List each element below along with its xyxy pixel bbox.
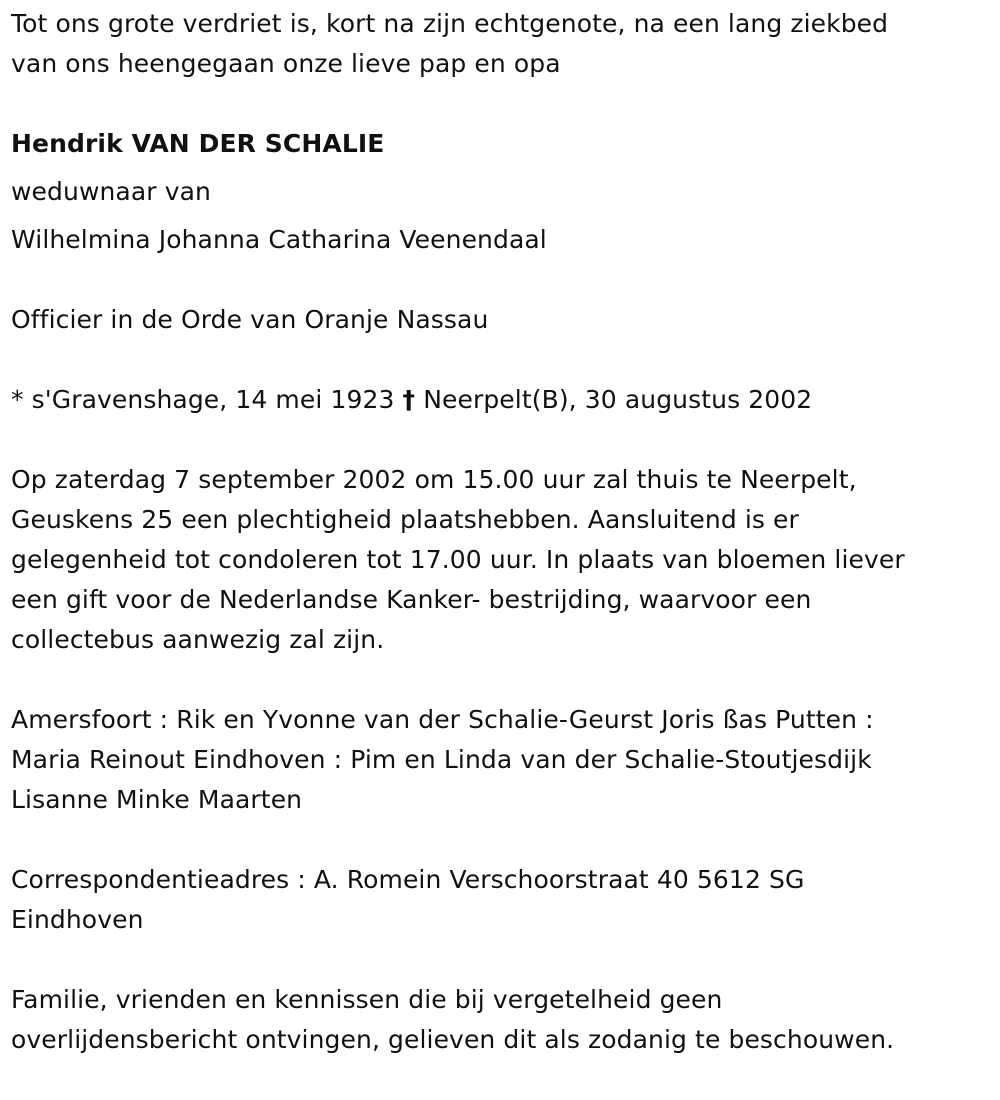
honor-paragraph xyxy=(11,300,986,340)
ceremony-line-5: collectebus aanwezig zal zijn. xyxy=(11,625,385,654)
ceremony-line-2: Geuskens 25 een plechtigheid plaatshebben. Aansluitend is er xyxy=(11,505,799,534)
closing-line-2: overlijdensbericht ontvingen, gelieven dit als zodanig te beschouwen. xyxy=(11,1025,895,1054)
intro-line-1: Tot ons grote verdriet is, kort na zijn echtgenote, na een lang ziekbed xyxy=(11,9,889,38)
relation-text: weduwnaar van xyxy=(11,177,211,206)
closing-line-1: Familie, vrienden en kennissen die bij vergetelheid geen xyxy=(11,985,723,1014)
death-date: Neerpelt(B), 30 augustus 2002 xyxy=(423,385,813,414)
ceremony-line-3: gelegenheid tot condoleren tot 17.00 uur. In plaats van bloemen liever xyxy=(11,545,905,574)
deceased-name: Hendrik VAN DER SCHALIE xyxy=(11,129,385,158)
family-line-3: Lisanne Minke Maarten xyxy=(11,785,303,814)
ceremony-paragraph xyxy=(11,460,986,660)
closing-paragraph xyxy=(11,980,986,1060)
cross-icon: † xyxy=(402,385,416,414)
family-line-1: Amersfoort : Rik en Yvonne van der Schalie-Geurst Joris ßas Putten : xyxy=(11,705,874,734)
honor-text: Officier in de Orde van Oranje Nassau xyxy=(11,305,489,334)
ceremony-line-1: Op zaterdag 7 september 2002 om 15.00 uur zal thuis te Neerpelt, xyxy=(11,465,857,494)
spouse-name: Wilhelmina Johanna Catharina Veenendaal xyxy=(11,225,547,254)
obituary-notice xyxy=(11,4,986,1100)
family-line-2: Maria Reinout Eindhoven : Pim en Linda van der Schalie-Stoutjesdijk xyxy=(11,745,872,774)
correspondence-paragraph xyxy=(11,860,986,940)
ceremony-line-4: een gift voor de Nederlandse Kanker- bestrijding, waarvoor een xyxy=(11,585,812,614)
correspondence-line-1: Correspondentieadres : A. Romein Verschoorstraat 40 5612 SG xyxy=(11,865,805,894)
dates-paragraph xyxy=(11,380,986,420)
intro-paragraph xyxy=(11,4,986,84)
correspondence-line-2: Eindhoven xyxy=(11,905,144,934)
family-paragraph xyxy=(11,700,986,820)
dates-line xyxy=(11,380,986,420)
birth-date: * s'Gravenshage, 14 mei 1923 xyxy=(11,385,395,414)
intro-line-2: van ons heengegaan onze lieve pap en opa xyxy=(11,49,561,78)
